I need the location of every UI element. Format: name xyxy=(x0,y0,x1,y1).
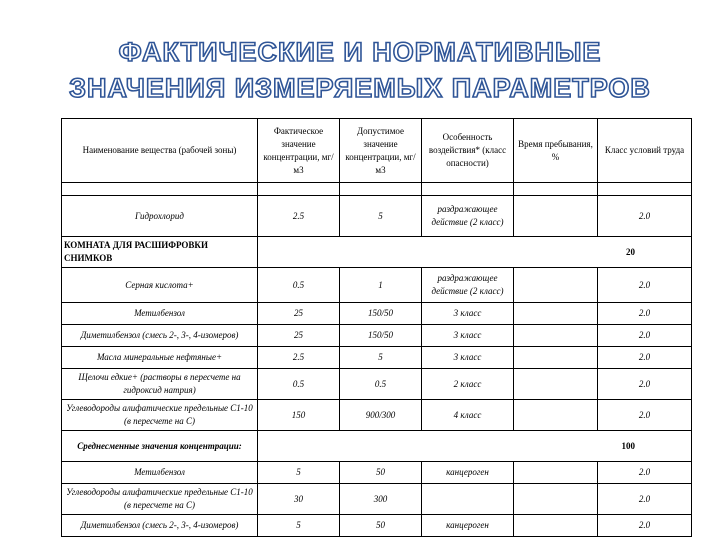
feature-value: 3 класс xyxy=(422,347,514,369)
feature-value: канцероген xyxy=(422,515,514,537)
table-row xyxy=(62,347,692,369)
substance-name: Диметилбензол (смесь 2-, 3-, 4-изомеров) xyxy=(62,325,258,347)
table-row xyxy=(62,515,692,537)
header-substance: Наименование вещества (рабочей зоны) xyxy=(62,119,258,183)
header-feature: Особенность воздействия* (класс опасности) xyxy=(422,119,514,183)
time-value xyxy=(514,268,598,303)
allowed-value: 900/300 xyxy=(340,400,422,431)
section-title: Среднесменные значения концентрации: xyxy=(62,431,258,462)
feature-value: 4 класс xyxy=(422,400,514,431)
allowed-value: 50 xyxy=(340,462,422,484)
time-value xyxy=(514,196,598,237)
substance-name: Углеводороды алифатические предельные C1-10 (в пересчете на C) xyxy=(62,400,258,431)
header-actual: Фактическое значение концентрации, мг/м3 xyxy=(258,119,340,183)
allowed-value: 0.5 xyxy=(340,369,422,400)
allowed-value: 150/50 xyxy=(340,303,422,325)
time-value xyxy=(514,400,598,431)
allowed-value: 5 xyxy=(340,347,422,369)
actual-value: 2.5 xyxy=(258,347,340,369)
substance-name: Щелочи едкие+ (растворы в пересчете на гидроксид натрия) xyxy=(62,369,258,400)
table-row xyxy=(62,196,692,237)
actual-value: 5 xyxy=(258,515,340,537)
actual-value: 150 xyxy=(258,400,340,431)
substance-name: Метилбензол xyxy=(62,462,258,484)
feature-value: канцероген xyxy=(422,462,514,484)
actual-value: 0.5 xyxy=(258,268,340,303)
actual-value: 25 xyxy=(258,325,340,347)
allowed-value: 1 xyxy=(340,268,422,303)
actual-value: 0.5 xyxy=(258,369,340,400)
time-value xyxy=(514,325,598,347)
class-value: 2.0 xyxy=(598,484,692,515)
table-row xyxy=(62,303,692,325)
class-value: 2.0 xyxy=(598,196,692,237)
feature-value: 2 класс xyxy=(422,369,514,400)
time-value xyxy=(514,303,598,325)
substance-name: Метилбензол xyxy=(62,303,258,325)
section-row xyxy=(62,237,692,268)
class-value: 2.0 xyxy=(598,462,692,484)
time-value xyxy=(514,462,598,484)
table-row xyxy=(62,484,692,515)
time-value xyxy=(514,484,598,515)
time-value xyxy=(514,347,598,369)
allowed-value: 50 xyxy=(340,515,422,537)
class-value: 2.0 xyxy=(598,303,692,325)
feature-value: раздражающее действие (2 класс) xyxy=(422,268,514,303)
allowed-value: 300 xyxy=(340,484,422,515)
substance-name: Серная кислота+ xyxy=(62,268,258,303)
feature-value: 3 класс xyxy=(422,303,514,325)
allowed-value: 150/50 xyxy=(340,325,422,347)
title-line-2: ЗНАЧЕНИЯ ИЗМЕРЯЕМЫХ ПАРАМЕТРОВ xyxy=(69,73,651,103)
class-value: 2.0 xyxy=(598,325,692,347)
table-row xyxy=(62,325,692,347)
actual-value: 5 xyxy=(258,462,340,484)
table-row xyxy=(62,369,692,400)
spacer-row xyxy=(62,183,692,196)
substance-name: Углеводороды алифатические предельные C1-10 (в пересчете на C) xyxy=(62,484,258,515)
class-value: 2.0 xyxy=(598,400,692,431)
time-value xyxy=(514,369,598,400)
header-class: Класс условий труда xyxy=(598,119,692,183)
substance-name: Гидрохлорид xyxy=(62,196,258,237)
allowed-value: 5 xyxy=(340,196,422,237)
section-time: 100 xyxy=(258,431,692,462)
table-row xyxy=(62,268,692,303)
section-time: 20 xyxy=(258,237,692,268)
feature-value: 3 класс xyxy=(422,325,514,347)
class-value: 2.0 xyxy=(598,347,692,369)
header-allowed: Допустимое значение концентрации, мг/м3 xyxy=(340,119,422,183)
page-title xyxy=(0,34,720,106)
header-row xyxy=(62,119,692,183)
measurements-table xyxy=(61,118,692,537)
actual-value: 2.5 xyxy=(258,196,340,237)
substance-name: Диметилбензол (смесь 2-, 3-, 4-изомеров) xyxy=(62,515,258,537)
class-value: 2.0 xyxy=(598,369,692,400)
class-value: 2.0 xyxy=(598,515,692,537)
table-row xyxy=(62,400,692,431)
section-row xyxy=(62,431,692,462)
time-value xyxy=(514,515,598,537)
title-line-1: ФАКТИЧЕСКИЕ И НОРМАТИВНЫЕ xyxy=(118,37,602,67)
table-row xyxy=(62,462,692,484)
actual-value: 25 xyxy=(258,303,340,325)
section-title: КОМНАТА ДЛЯ РАСШИФРОВКИ СНИМКОВ xyxy=(62,237,258,268)
substance-name: Масла минеральные нефтяные+ xyxy=(62,347,258,369)
feature-value xyxy=(422,484,514,515)
actual-value: 30 xyxy=(258,484,340,515)
feature-value: раздражающее действие (2 класс) xyxy=(422,196,514,237)
header-time: Время пребывания, % xyxy=(514,119,598,183)
class-value: 2.0 xyxy=(598,268,692,303)
